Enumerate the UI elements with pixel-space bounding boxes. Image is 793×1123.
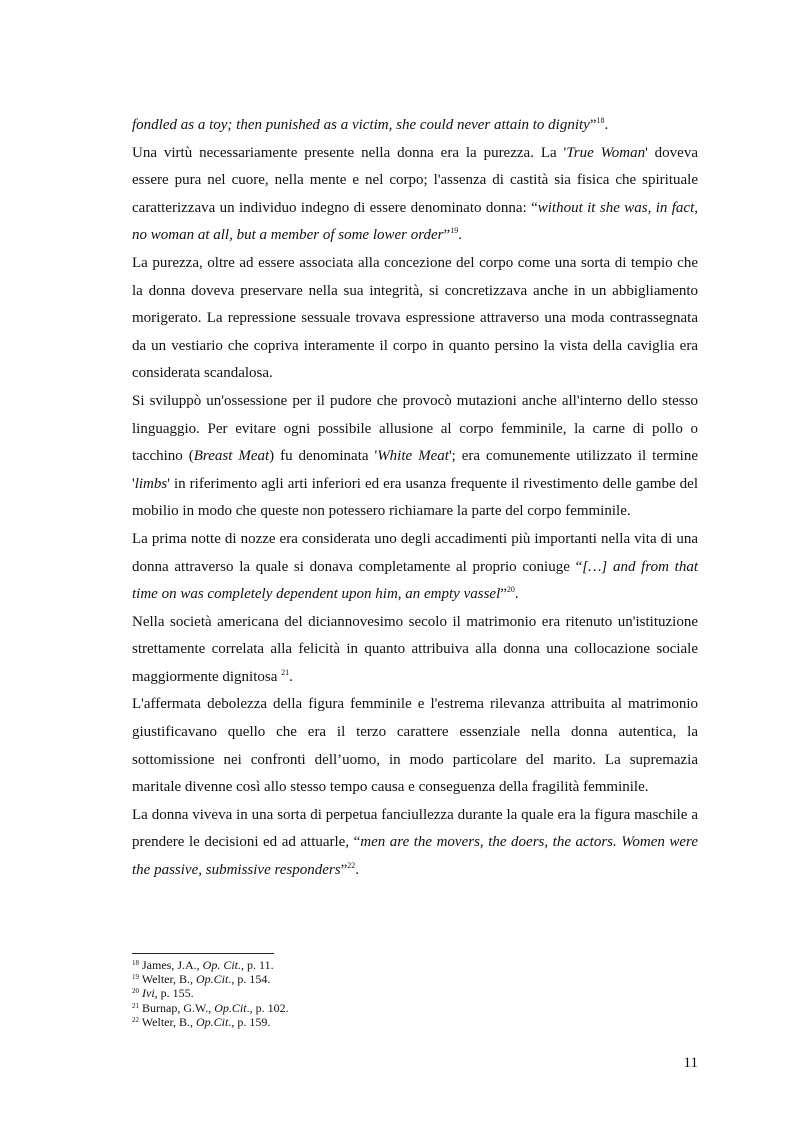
footnote: $^{20}$ Ivi, p. 155. [132, 986, 194, 1001]
footnote: $^{22}$ Welter, B., Op.Cit., p. 159. [132, 1014, 271, 1029]
footnote: $^{18}$ James, J.A., Op. Cit., p. 11. [132, 958, 274, 972]
footnote-ref[interactable]: 21 [281, 667, 290, 677]
footnote-ref[interactable]: 19 [450, 226, 459, 236]
quote-italic: without it she was, in fact, no woman at all, but a member of some lower order [132, 199, 698, 244]
paragraph: La donna viveva in una sorta di perpetua fanciullezza durante la quale era la figura maschile a prendere le decisioni ed ad attuarle, “men are the movers, the doers, the actors. Women were the passive, submissive responders”$^{22}$. [132, 806, 698, 879]
paragraph: L'affermata debolezza della figura femminile e l'estrema rilevanza attribuita al matrimonio giustificavano quello che era il terzo carattere essenziale nella donna autentica, la sottomissione nei confronti dell’uomo, in modo particolare del marito. La supremazia maritale divenne così allo stesso tempo causa e conseguenza della fragilità femminile. [132, 696, 698, 796]
paragraph: Una virtù necessariamente presente nella donna era la purezza. La 'True Woman' doveva essere pura nel cuore, nella mente e nel corpo; l'assenza di castità sia fisica che spirituale caratterizzava un individuo indegno di essere denominato donna: “without it she was, in fact, no woman at all, but a member of some lower order”$^{19}$. [132, 144, 698, 244]
paragraph: La prima notte di nozze era considerata uno degli accadimenti più importanti nella vita di una donna attraverso la quale si donava completamente al proprio coniuge “[…] and from that time on was completely dependent upon him, an empty vassel”$^{20}$. [132, 530, 698, 603]
quote-italic: […] and from that time on was completely dependent upon him, an empty vassel [132, 558, 698, 603]
main-text [132, 112, 698, 885]
page-number: 11 [683, 1055, 698, 1071]
footnote: $^{21}$ Burnap, G.W., Op.Cit., p. 102. [132, 1000, 289, 1015]
paragraph: Si sviluppò un'ossessione per il pudore che provocò mutazioni anche all'interno dello stesso linguaggio. Per evitare ogni possibile allusione al corpo femminile, la carne di pollo o tacchino (Breast Meat) fu denominata 'White Meat'; era comunemente utilizzato il termine 'limbs' in riferimento agli arti inferiori ed era usanza frequente il rivestimento delle gambe del mobilio in modo che queste non potessero richiamare la parte del corpo femminile. [132, 392, 698, 520]
quote-italic: fondled as a toy; then punished as a victim, she could never attain to dignity [132, 117, 590, 133]
footnotes [132, 953, 698, 1029]
paragraph: fondled as a toy; then punished as a victim, she could never attain to dignity”$^{18}$. [132, 116, 609, 133]
paragraph: La purezza, oltre ad essere associata alla concezione del corpo come una sorta di tempio che la donna doveva preservare nella sua integrità, si concretizzava anche in un abbigliamento morigerato. La repressione sessuale trovava espressione attraverso una moda contrassegnata da un vestiario che copriva interamente il corpo in quanto persino la vista della caviglia era considerata scandalosa. [132, 254, 698, 382]
quote-italic: men are the movers, the doers, the actors. Women were the passive, submissive responders [132, 834, 698, 879]
footnote: $^{19}$ Welter, B., Op.Cit., p. 154. [132, 972, 271, 987]
footnote-ref[interactable]: 20 [506, 585, 515, 595]
paragraph: Nella società americana del diciannovesimo secolo il matrimonio era ritenuto un'istituzione strettamente correlata alla felicità in quanto attribuiva alla donna una collocazione sociale maggiormente dignitosa $^{21}$. [132, 613, 698, 685]
footnote-divider [132, 953, 274, 954]
footnote-ref[interactable]: 22 [347, 861, 356, 871]
footnote-ref[interactable]: 18 [596, 116, 605, 125]
